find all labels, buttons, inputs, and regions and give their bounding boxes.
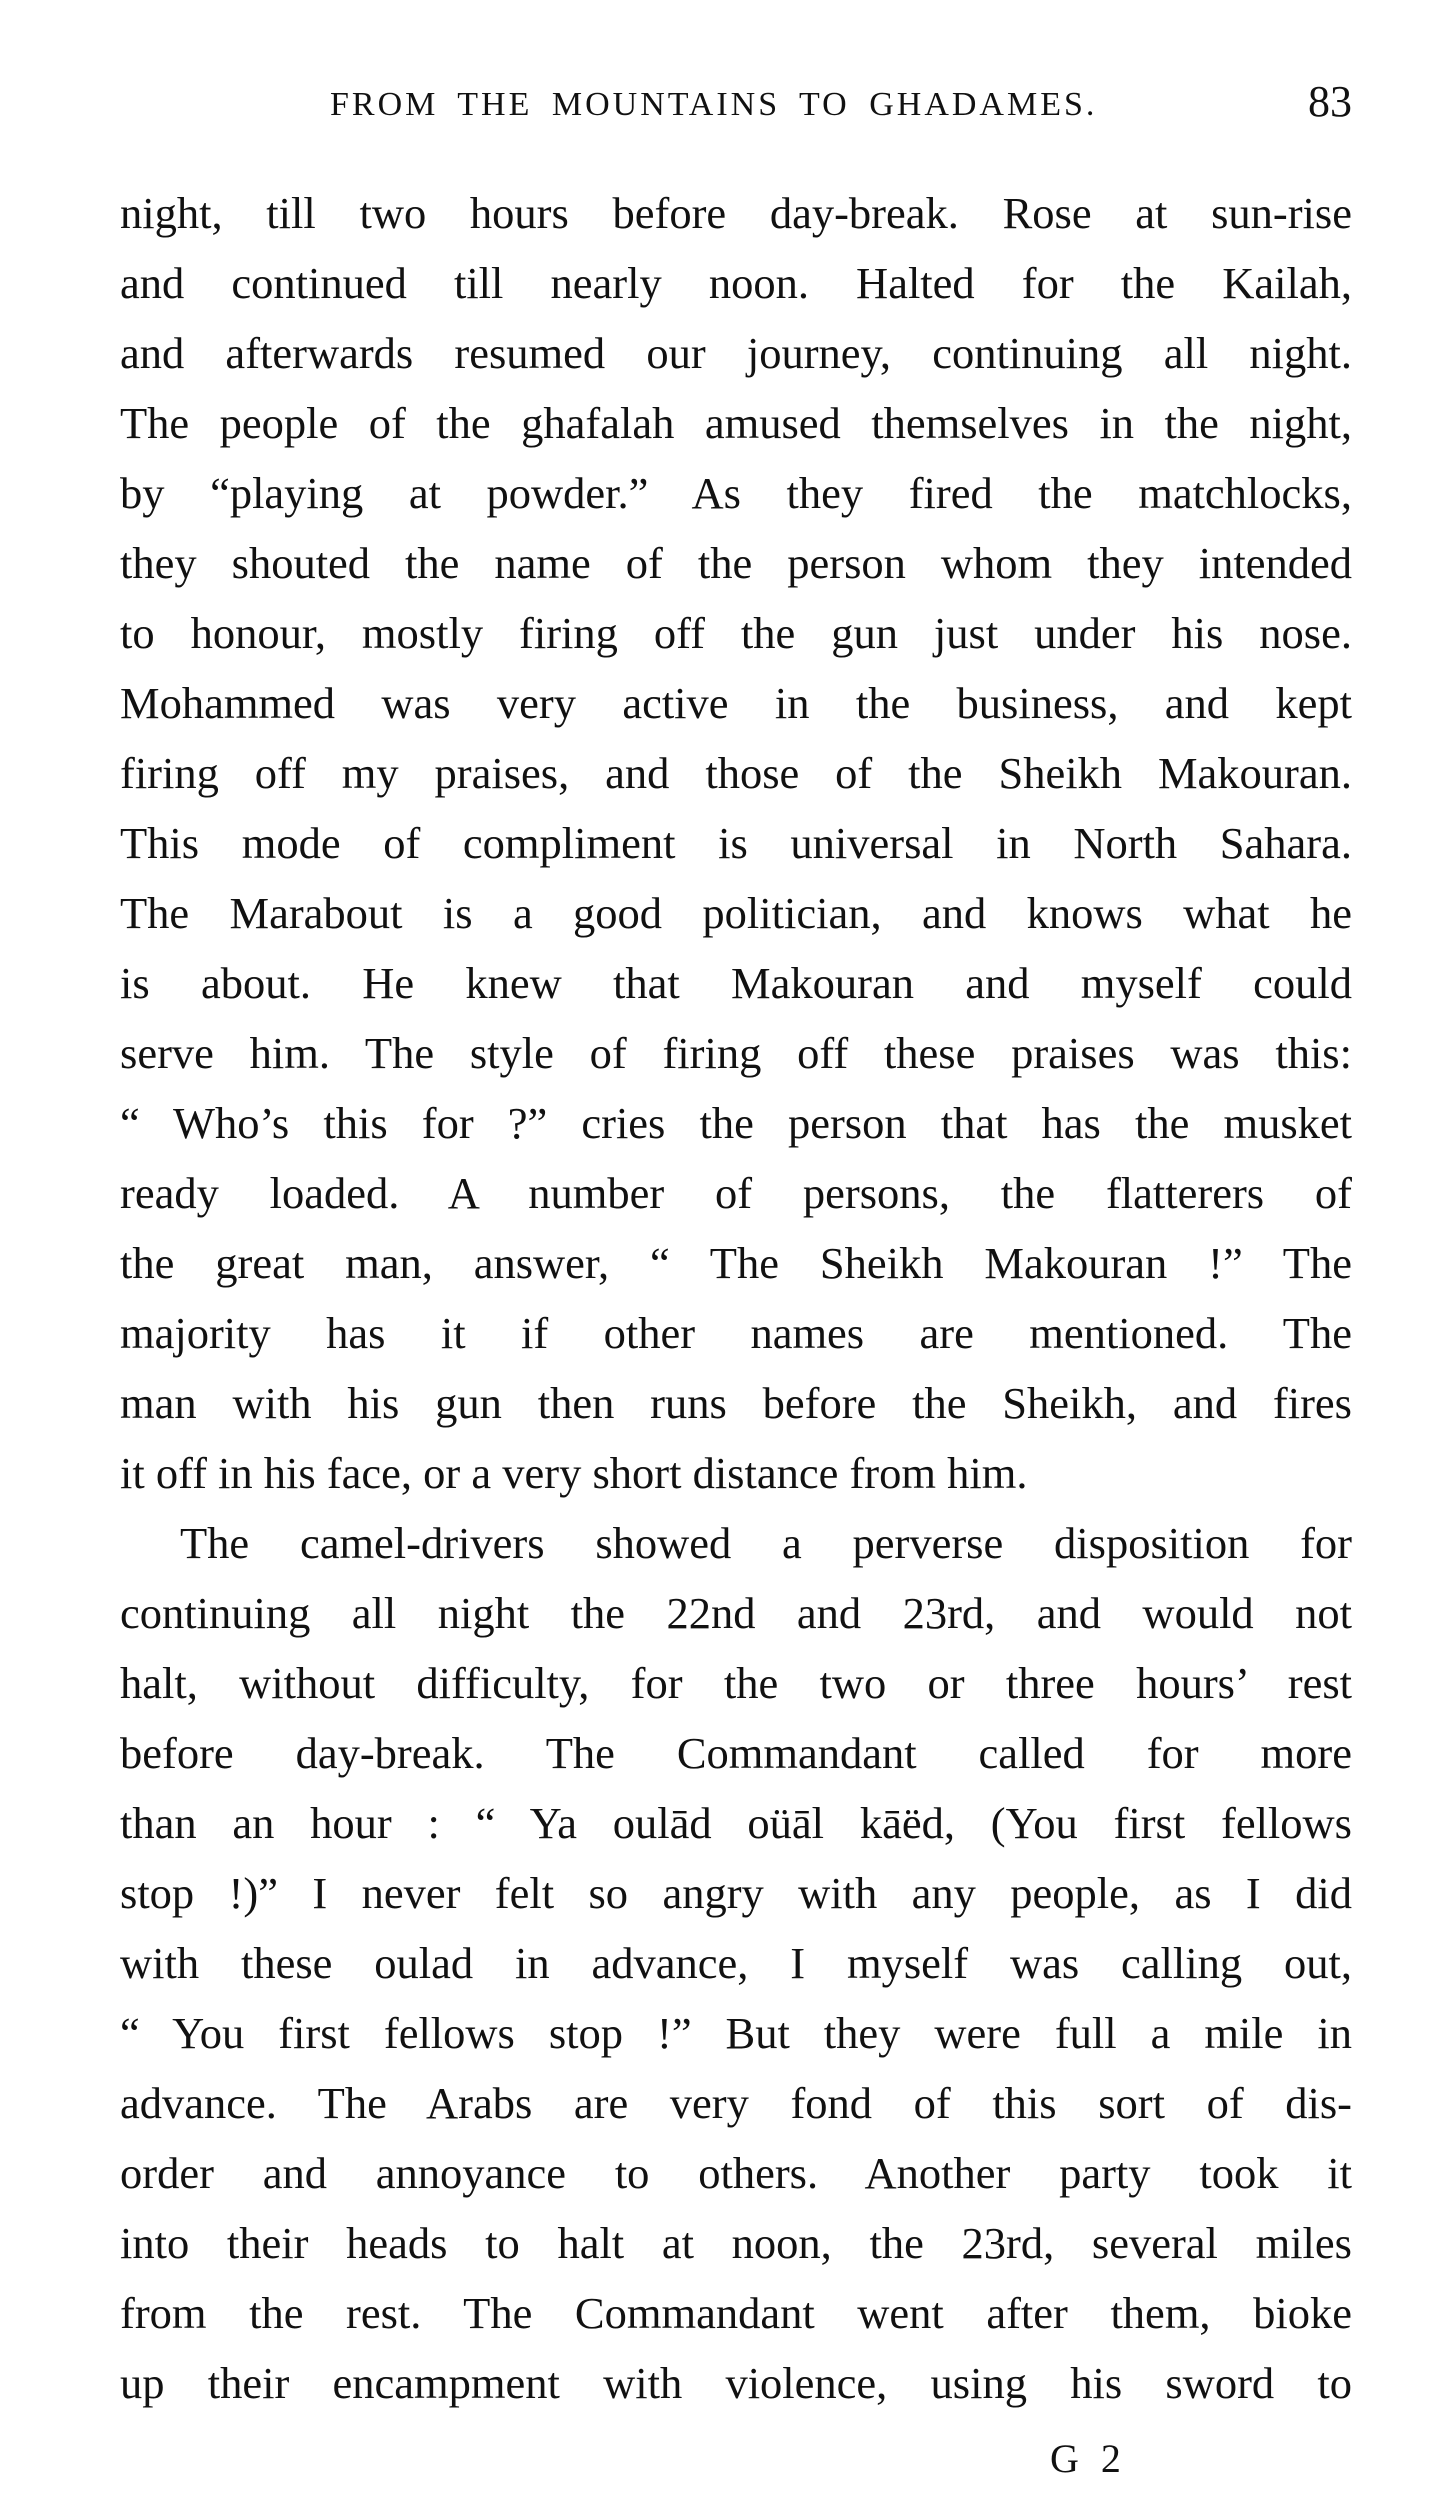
text-line: and continued till nearly noon. Halted for the Kailah, <box>120 258 1352 308</box>
body-text <box>120 178 1352 2418</box>
paragraph-1 <box>120 178 1352 1508</box>
text-line: into their heads to halt at noon, the 23rd, several miles <box>120 2218 1352 2268</box>
text-line: they shouted the name of the person whom they intended <box>120 538 1352 588</box>
text-line: is about. He knew that Makouran and myself could <box>120 958 1352 1008</box>
text-line: the great man, answer, “ The Sheikh Makouran !” The <box>120 1238 1352 1288</box>
text-line: halt, without difficulty, for the two or three hours’ rest <box>120 1658 1352 1708</box>
text-line: to honour, mostly firing off the gun just under his nose. <box>120 608 1352 658</box>
text-line: order and annoyance to others. Another party took it <box>120 2148 1352 2198</box>
signature-mark: G 2 <box>1050 2436 1127 2481</box>
page-header <box>0 70 1450 140</box>
text-line: stop !)” I never felt so angry with any people, as I did <box>120 1868 1352 1918</box>
text-line: than an hour : “ Ya oulād oüāl kāëd, (You first fellows <box>120 1798 1352 1848</box>
page-number: 83 <box>1308 77 1352 126</box>
text-line: advance. The Arabs are very fond of this sort of dis- <box>120 2078 1352 2128</box>
text-line: ready loaded. A number of persons, the flatterers of <box>120 1168 1352 1218</box>
text-line: The Marabout is a good politician, and knows what he <box>120 888 1352 938</box>
text-line: The people of the ghafalah amused themselves in the night, <box>120 398 1352 448</box>
text-line: majority has it if other names are mentioned. The <box>120 1308 1352 1358</box>
running-title: FROM THE MOUNTAINS TO GHADAMES. <box>330 86 1098 123</box>
text-line: before day-break. The Commandant called for more <box>120 1728 1352 1778</box>
text-line: “ Who’s this for ?” cries the person that has the musket <box>120 1098 1352 1148</box>
paragraph-2 <box>120 1508 1352 2418</box>
text-line: with these oulad in advance, I myself was calling out, <box>120 1938 1352 1988</box>
text-line: Mohammed was very active in the business, and kept <box>120 678 1352 728</box>
text-line: “ You first fellows stop !” But they were full a mile in <box>120 2008 1352 2058</box>
text-line: firing off my praises, and those of the Sheikh Makouran. <box>120 748 1352 798</box>
text-line: it off in his face, or a very short distance from him. <box>120 1448 1028 1498</box>
text-line: from the rest. The Commandant went after them, bioke <box>120 2288 1352 2338</box>
text-line: The camel-drivers showed a perverse disposition for <box>180 1518 1352 1568</box>
text-line: up their encampment with violence, using his sword to <box>120 2358 1352 2408</box>
text-line: serve him. The style of firing off these praises was this: <box>120 1028 1352 1078</box>
text-line: This mode of compliment is universal in North Sahara. <box>120 818 1352 868</box>
text-line: by “playing at powder.” As they fired the matchlocks, <box>120 468 1352 518</box>
text-line: and afterwards resumed our journey, continuing all night. <box>120 328 1352 378</box>
text-line: night, till two hours before day-break. Rose at sun-rise <box>120 188 1352 238</box>
text-line: continuing all night the 22nd and 23rd, and would not <box>120 1588 1352 1638</box>
text-line: man with his gun then runs before the Sheikh, and fires <box>120 1378 1352 1428</box>
